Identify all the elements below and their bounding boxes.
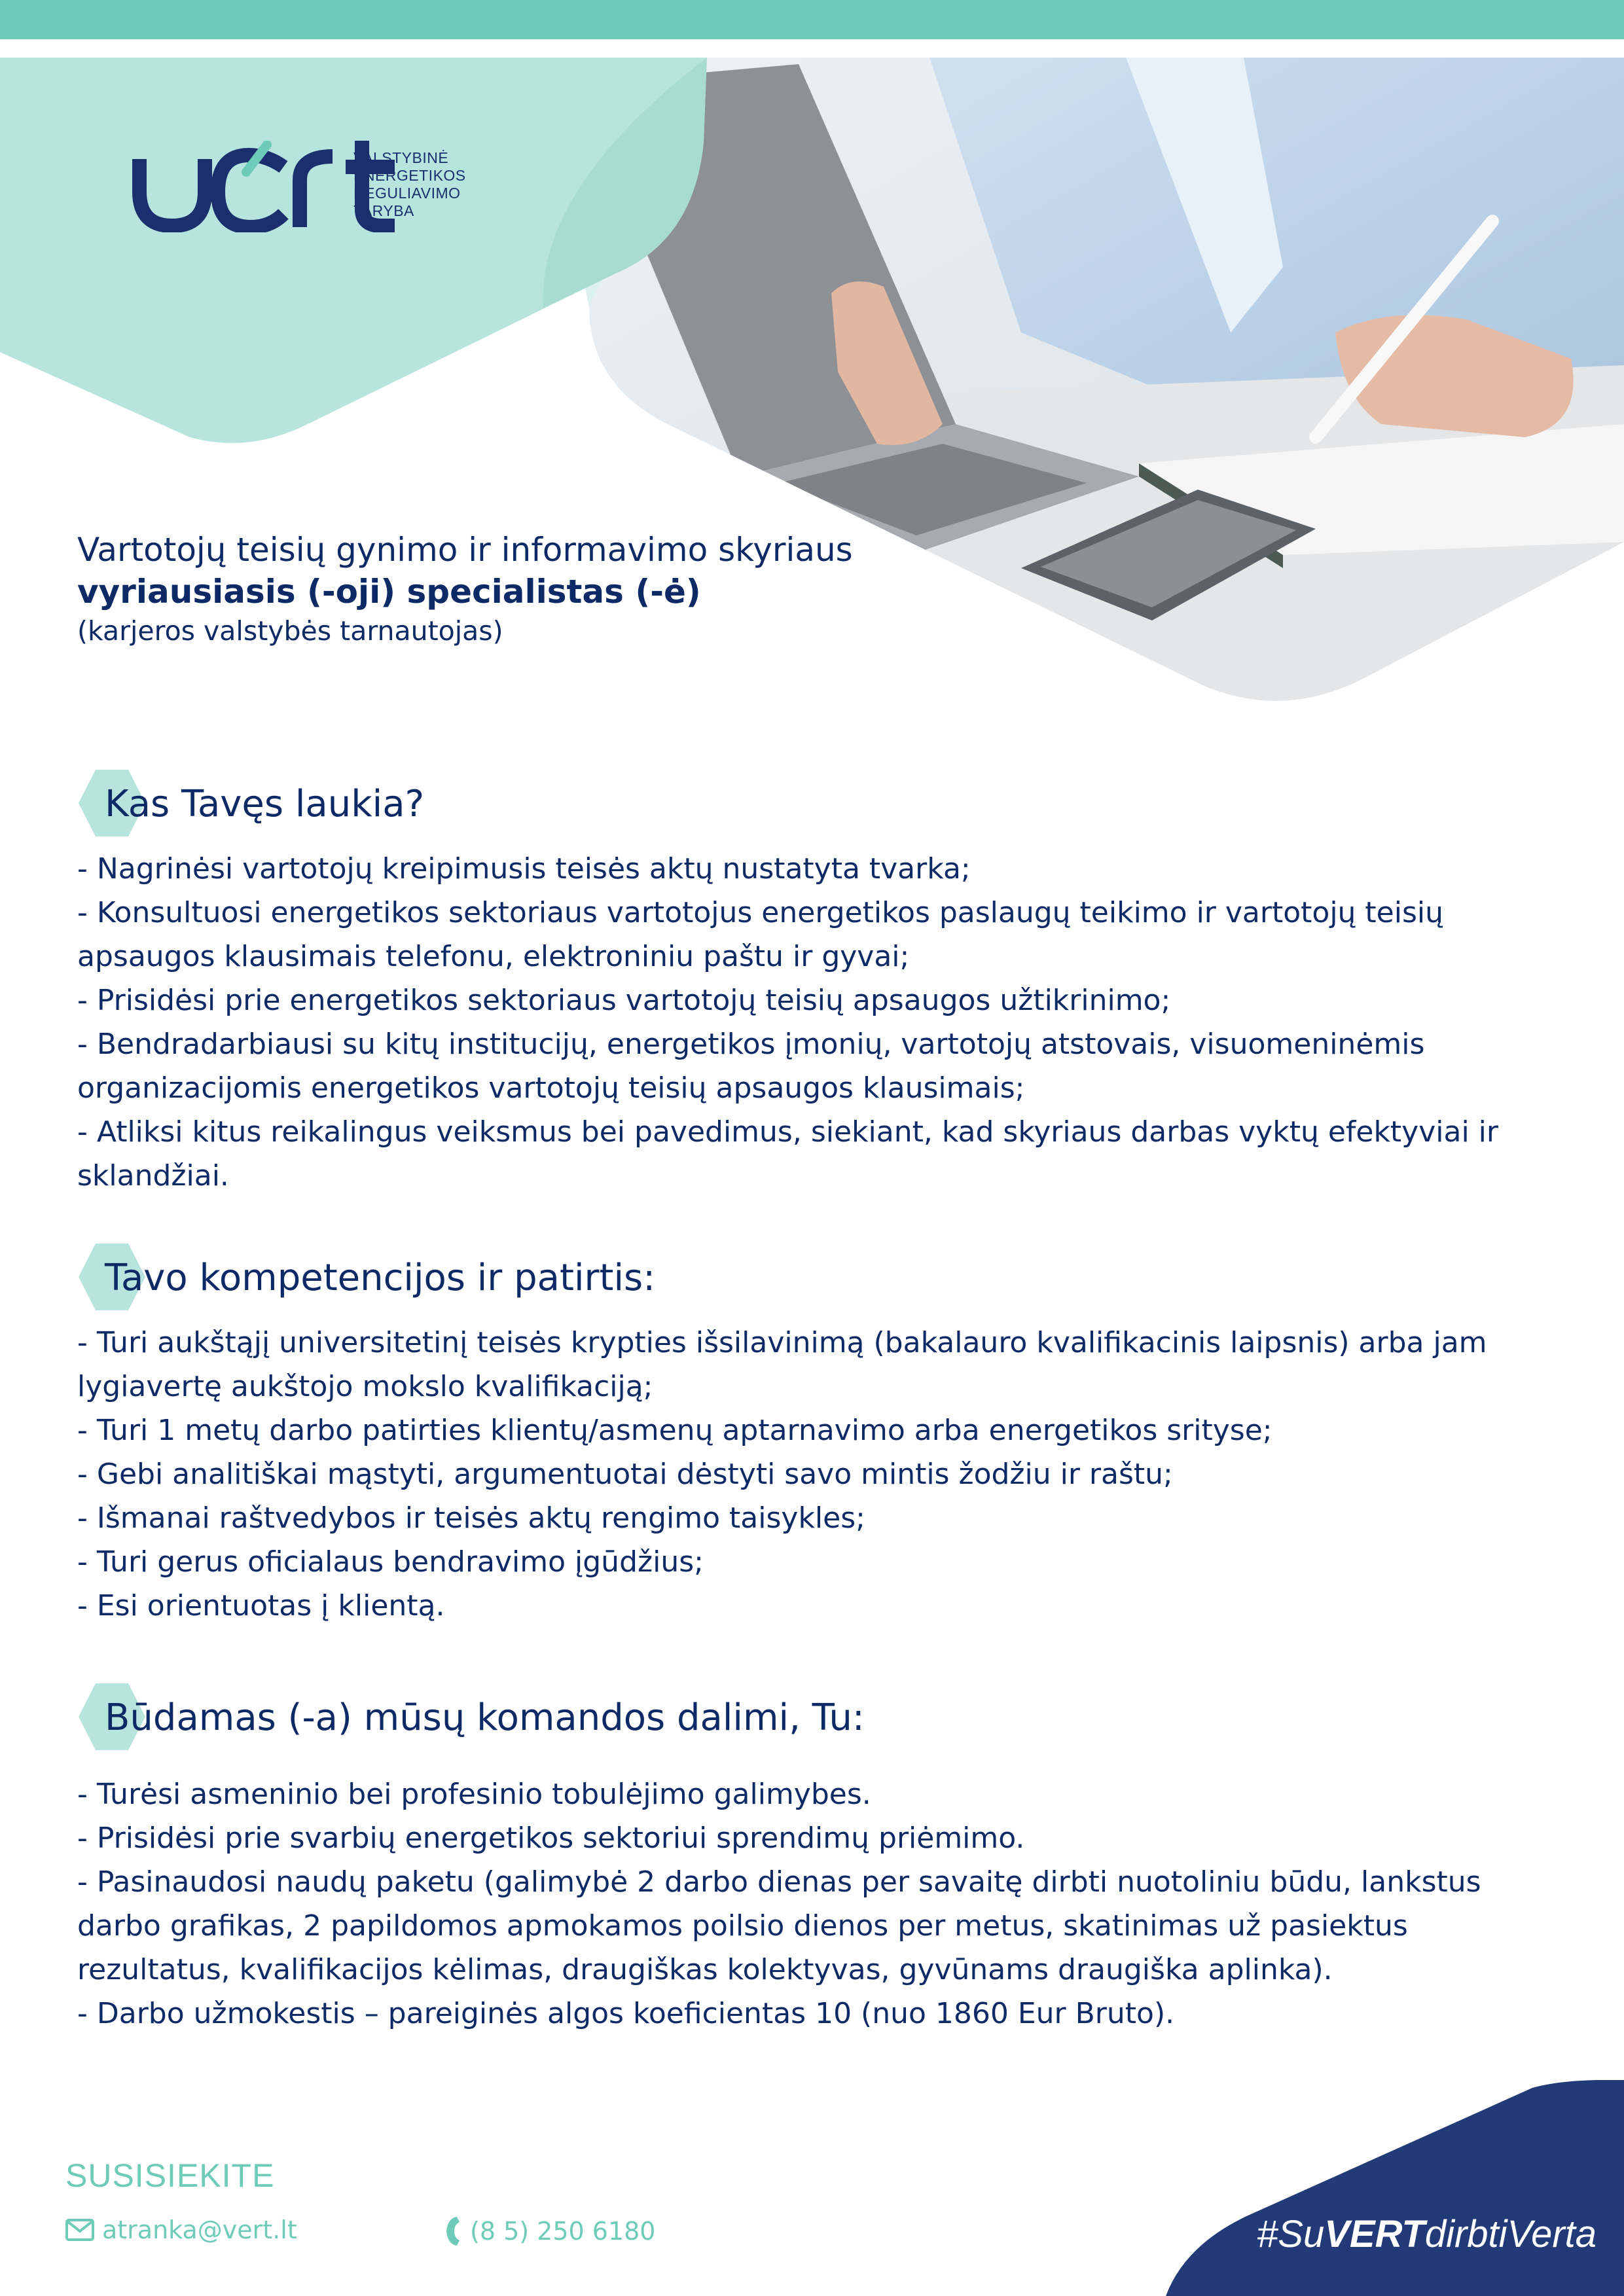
phone-icon [442, 2215, 462, 2247]
list-item: - Pasinaudosi naudų paketu (galimybė 2 darbo dienas per savaitę dirbti nuotoliniu būdu, lankstus darbo grafikas, 2 papildomos apmokamos poilsio dienos per metus, skatinimas už pasiektus rezultatus, kvalifikacijos kėlimas, draugiškas kolektyvas, gyvūnams draugiška aplinka). [77, 1865, 1481, 1986]
list-item: - Turi 1 metų darbo patirties klientų/asmenų aptarnavimo arba energetikos srityse; [77, 1414, 1272, 1447]
employment-type: (karjeros valstybės tarnautojas) [77, 615, 503, 647]
list-item: - Turi aukštąjį universitetinį teisės krypties išsilavinimą (bakalauro kvalifikacinis laipsnis) arba jam lygiavertę aukštojo mokslo kvalifikaciją; [77, 1326, 1487, 1403]
section-title: Būdamas (-a) mūsų komandos dalimi, Tu: [105, 1696, 865, 1739]
department-name: Vartotojų teisių gynimo ir informavimo skyriaus [77, 531, 853, 569]
logo-subtitle-line: ENERGETIKOS [353, 167, 466, 184]
section-expectations [77, 767, 1557, 1198]
hashtag [1257, 2212, 1597, 2256]
list-item: - Išmanai raštvedybos ir teisės aktų rengimo taisykles; [77, 1501, 865, 1535]
list-item: - Esi orientuotas į klientą. [77, 1589, 445, 1623]
footer-shape [1166, 2080, 1624, 2296]
logo-subtitle-line: REGULIAVIMO [353, 185, 461, 202]
list-item: - Bendradarbiausi su kitų institucijų, energetikos įmonių, vartotojų atstovais, visuomeninėmis organizacijomis energetikos vartotojų teisių apsaugos klausimais; [77, 1028, 1425, 1105]
list-item: - Konsultuosi energetikos sektoriaus vartotojus energetikos paslaugų teikimo ir vartotojų teisių apsaugos klausimais telefonu, elektroniniu paštu ir gyvai; [77, 896, 1443, 973]
list-item: - Darbo užmokestis – pareiginės algos koeficientas 10 (nuo 1860 Eur Bruto). [77, 1997, 1175, 2030]
list-item: - Turėsi asmeninio bei profesinio tobulėjimo galimybes. [77, 1778, 871, 1811]
phone-contact[interactable] [442, 2215, 655, 2247]
section-title: Tavo kompetencijos ir patirtis: [105, 1257, 656, 1299]
contact-title: SUSISIEKITE [65, 2157, 275, 2194]
phone-number[interactable]: (8 5) 250 6180 [470, 2217, 656, 2246]
email-contact[interactable] [65, 2215, 297, 2244]
section-competencies [77, 1241, 1557, 1628]
section-title: Kas Tavęs laukia? [105, 783, 425, 825]
list-item: - Prisidėsi prie svarbių energetikos sektoriui sprendimų priėmimo. [77, 1821, 1025, 1855]
envelope-icon [65, 2219, 94, 2241]
hashtag-suffix: dirbtiVerta [1424, 2213, 1597, 2255]
logo-subtitle-line: TARYBA [353, 202, 414, 219]
job-title-block [77, 529, 928, 649]
email-link[interactable]: atranka@vert.lt [102, 2215, 297, 2244]
hashtag-prefix: #Su [1257, 2213, 1325, 2255]
section-benefits [77, 1681, 1557, 2036]
list-item: - Turi gerus oficialaus bendravimo įgūdžius; [77, 1545, 704, 1579]
list-item: - Nagrinėsi vartotojų kreipimusis teisės aktų nustatyta tvarka; [77, 852, 971, 886]
list-item: - Prisidėsi prie energetikos sektoriaus vartotojų teisių apsaugos užtikrinimo; [77, 984, 1171, 1017]
list-item: - Gebi analitiškai mąstyti, argumentuotai dėstyti savo mintis žodžiu ir raštu; [77, 1458, 1173, 1491]
position-title: vyriausiasis (-oji) specialistas (-ė) [77, 573, 701, 611]
list-item: - Atliksi kitus reikalingus veiksmus bei pavedimus, siekiant, kad skyriaus darbas vyktų efektyviai ir sklandžiai. [77, 1115, 1498, 1193]
logo-subtitle-line: VALSTYBINĖ [353, 149, 449, 166]
hashtag-bold: VERT [1324, 2213, 1425, 2255]
logo-subtitle [353, 149, 466, 220]
top-accent-bar [0, 0, 1624, 39]
